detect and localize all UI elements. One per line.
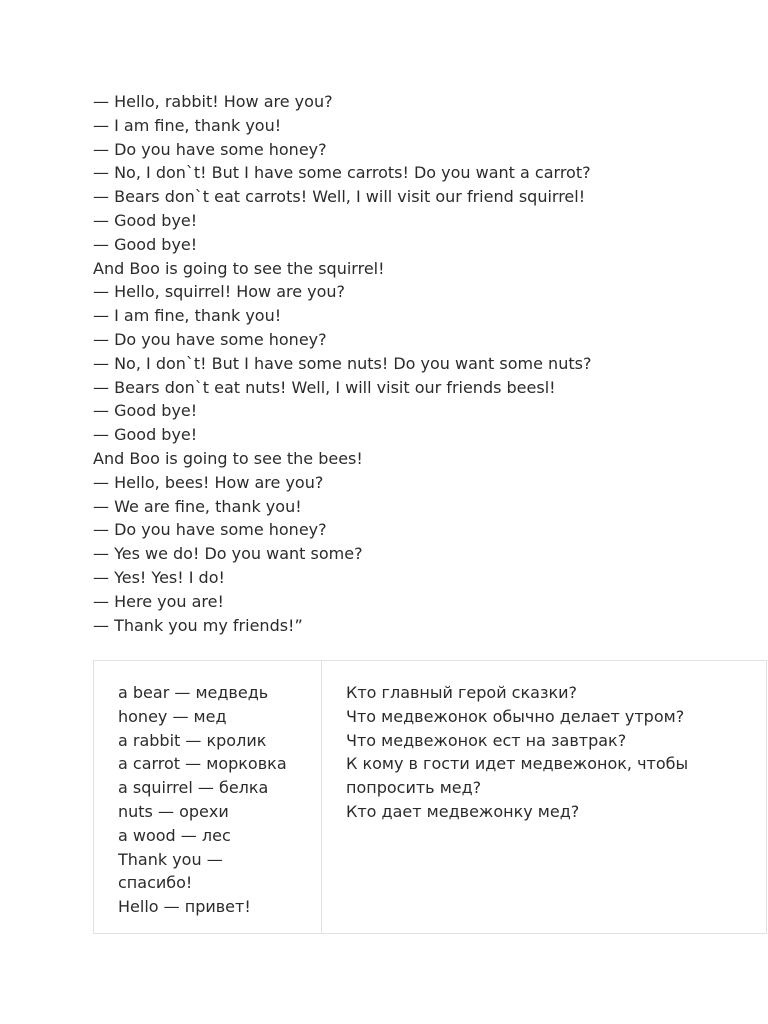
question-item: Кто дает медвежонку мед? xyxy=(346,801,580,821)
question-item: Что медвежонок обычно делает утром? xyxy=(346,706,685,726)
dialogue-line: — Hello, bees! How are you? xyxy=(93,472,324,492)
dialogue-line: — No, I don`t! But I have some nuts! Do you want some nuts? xyxy=(93,353,592,373)
story-dialogue xyxy=(93,90,753,637)
vocabulary-item: a squirrel — белка xyxy=(118,778,269,798)
dialogue-line: — Good bye! xyxy=(93,401,198,421)
dialogue-line: — Hello, squirrel! How are you? xyxy=(93,282,346,302)
dialogue-line: — Do you have some honey? xyxy=(93,520,327,540)
dialogue-line: — Bears don`t eat nuts! Well, I will visit our friends beesl! xyxy=(93,377,556,397)
questions-cell xyxy=(322,661,766,933)
vocabulary-questions-table xyxy=(93,660,767,934)
vocabulary-item: nuts — орехи xyxy=(118,801,229,821)
dialogue-line: — Hello, rabbit! How are you? xyxy=(93,92,333,111)
question-item: К кому в гости идет медвежонок, чтобы xyxy=(346,754,689,774)
question-item: Что медвежонок ест на завтрак? xyxy=(346,730,627,750)
dialogue-line: — Bears don`t eat carrots! Well, I will visit our friend squirrel! xyxy=(93,187,586,207)
narration-line: And Boo is going to see the squirrel! xyxy=(93,258,385,278)
dialogue-line: — I am fine, thank you! xyxy=(93,306,282,326)
dialogue-line: — Here you are! xyxy=(93,591,224,611)
vocabulary-item: honey — мед xyxy=(118,706,227,726)
dialogue-line: — I am fine, thank you! xyxy=(93,115,282,135)
dialogue-line: — No, I don`t! But I have some carrots! Do you want a carrot? xyxy=(93,163,591,183)
question-item: Кто главный герой сказки? xyxy=(346,683,578,702)
dialogue-line: — Good bye! xyxy=(93,234,198,254)
dialogue-line: — Thank you my friends!” xyxy=(93,615,303,635)
dialogue-line: — We are fine, thank you! xyxy=(93,496,302,516)
vocabulary-item: a carrot — морковка xyxy=(118,754,287,774)
vocabulary-item: a wood — лес xyxy=(118,825,231,845)
vocabulary-item: Hello — привет! xyxy=(118,897,251,917)
vocabulary-item: спасибо! xyxy=(118,873,193,893)
vocabulary-item: a rabbit — кролик xyxy=(118,730,267,750)
dialogue-line: — Yes! Yes! I do! xyxy=(93,567,225,587)
vocabulary-item: Thank you — xyxy=(118,849,223,869)
narration-line: And Boo is going to see the bees! xyxy=(93,448,363,468)
dialogue-line: — Good bye! xyxy=(93,210,198,230)
question-item: попросить мед? xyxy=(346,778,482,798)
dialogue-line: — Do you have some honey? xyxy=(93,329,327,349)
vocabulary-item: a bear — медведь xyxy=(118,683,269,702)
dialogue-line: — Do you have some honey? xyxy=(93,139,327,159)
dialogue-line: — Good bye! xyxy=(93,425,198,445)
dialogue-line: — Yes we do! Do you want some? xyxy=(93,544,363,564)
vocabulary-cell xyxy=(94,661,322,933)
